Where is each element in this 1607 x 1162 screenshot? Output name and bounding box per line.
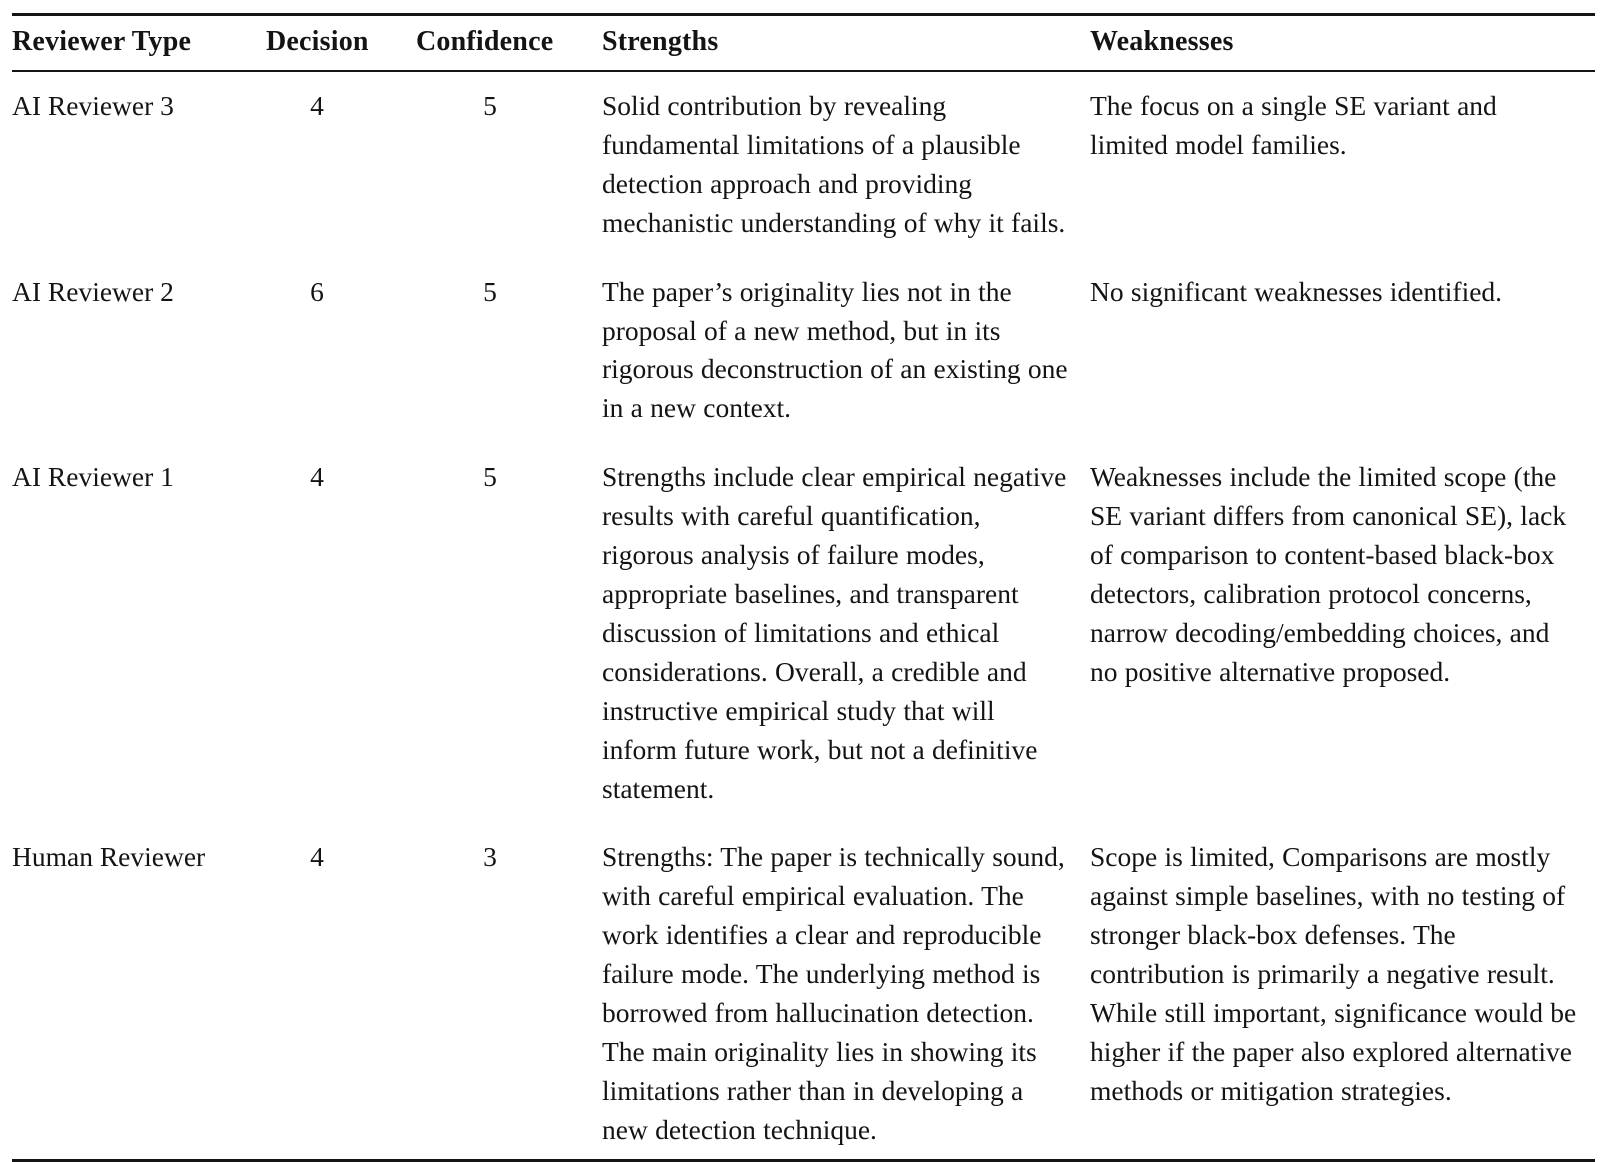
table-header-row — [12, 16, 1595, 70]
table-row — [12, 252, 1595, 438]
cell-decision: 6 — [310, 275, 324, 307]
column-header-reviewer-type: Reviewer Type — [12, 26, 192, 57]
cell-strengths: Solid contribution by revealing fundamental limitations of a plausible detection approach and providing mechanistic understanding of why it fails. — [602, 90, 1066, 238]
cell-reviewer-type: AI Reviewer 1 — [12, 461, 174, 493]
table-bottom-rule — [12, 1159, 1595, 1162]
cell-reviewer-type: AI Reviewer 2 — [12, 275, 174, 307]
table-body — [12, 72, 1595, 1159]
cell-confidence: 5 — [483, 461, 497, 493]
reviewer-comparison-table-body — [12, 72, 1595, 1159]
table-row — [12, 817, 1595, 1158]
cell-decision: 4 — [310, 841, 324, 873]
cell-confidence: 5 — [483, 275, 497, 307]
table-header — [12, 16, 1595, 70]
table-top-spacer — [0, 0, 1607, 13]
cell-weaknesses: Scope is limited, Comparisons are mostly against simple baselines, with no testing of stronger black-box defenses. The contribution is primarily a negative result. While still important, significance would be higher if the paper also explored alternative methods or mitigation strategies. — [1090, 841, 1577, 1106]
column-header-strengths: Strengths — [602, 26, 719, 57]
cell-decision: 4 — [310, 461, 324, 493]
cell-weaknesses: No significant weaknesses identified. — [1090, 275, 1503, 307]
cell-confidence: 5 — [483, 90, 497, 122]
cell-weaknesses: The focus on a single SE variant and limited model families. — [1090, 90, 1497, 160]
cell-confidence: 3 — [483, 841, 497, 873]
cell-weaknesses: Weaknesses include the limited scope (the SE variant differs from canonical SE), lack of comparison to content-based black-box detectors, calibration protocol concerns, narrow decoding/embedding choices, and no positive alternative proposed. — [1090, 461, 1567, 687]
cell-decision: 4 — [310, 90, 324, 122]
column-header-confidence: Confidence — [416, 26, 554, 57]
cell-strengths: Strengths include clear empirical negative results with careful quantification, rigorous analysis of failure modes, appropriate baselines, and transparent discussion of limitations and ethical considerations. Overall, a credible and instructive empirical study that will inform future work, but not a definitive statement. — [602, 461, 1067, 804]
cell-strengths: Strengths: The paper is technically sound, with careful empirical evaluation. The work identifies a clear and reproducible failure mode. The underlying method is borrowed from hallucination detection. The main originality lies in showing its limitations rather than in developing a new detection technique. — [602, 841, 1065, 1145]
cell-strengths: The paper’s originality lies not in the proposal of a new method, but in its rigorous deconstruction of an existing one in a new context. — [602, 275, 1068, 424]
reviewer-comparison-table — [12, 16, 1595, 70]
column-header-weaknesses: Weaknesses — [1090, 26, 1234, 57]
column-header-decision: Decision — [266, 26, 369, 57]
table-row — [12, 437, 1595, 817]
cell-reviewer-type: Human Reviewer — [12, 841, 206, 873]
cell-reviewer-type: AI Reviewer 3 — [12, 90, 174, 122]
table-row — [12, 72, 1595, 252]
